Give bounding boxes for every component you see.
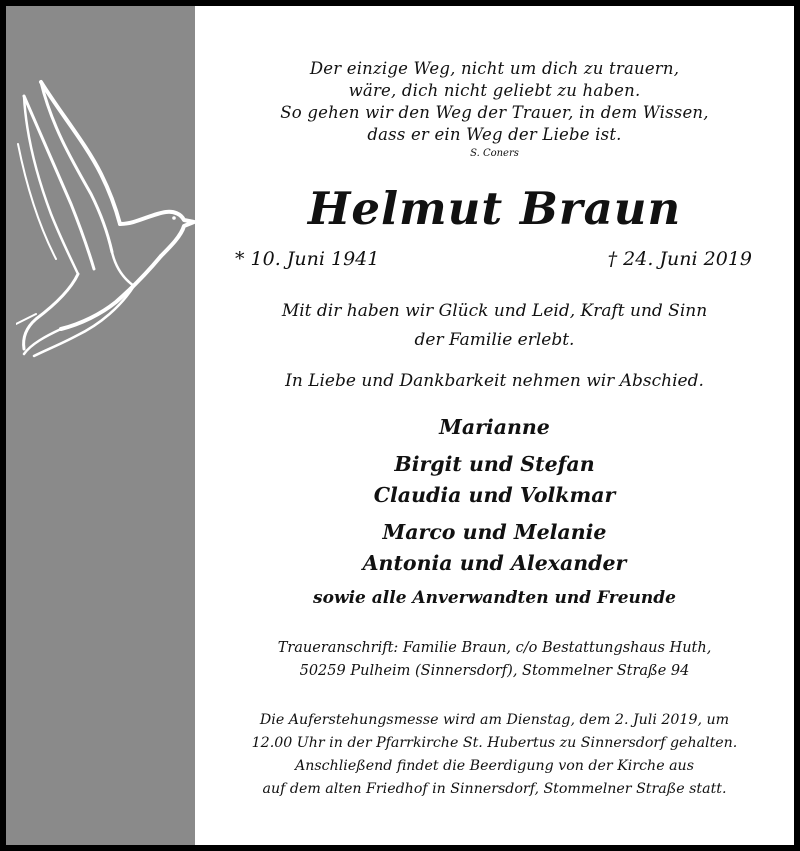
birth-date: * 10. Juni 1941 [235, 248, 380, 270]
service-line: 12.00 Uhr in der Pfarrkirche St. Hubertus zu Sinnersdorf gehalten. [251, 735, 738, 751]
service-line: Anschließend findet die Beerdigung von der Kirche aus [295, 758, 694, 774]
tribute-text [195, 297, 794, 355]
poem-line: Der einzige Weg, nicht um dich zu trauern, [309, 59, 680, 78]
mourner-grandchildren: Antonia und Alexander [362, 551, 627, 575]
poem-author: S. Coners [470, 148, 519, 159]
address-line: 50259 Pulheim (Sinnersdorf), Stommelner Straße 94 [299, 663, 690, 679]
memorial-poem [195, 58, 794, 162]
life-dates [195, 248, 794, 274]
poem-line: wäre, dich nicht geliebt zu haben. [348, 81, 641, 100]
service-line: auf dem alten Friedhof in Sinnersdorf, Stommelner Straße statt. [262, 781, 727, 797]
service-line: Die Auferstehungsmesse wird am Dienstag, dem 2. Juli 2019, um [259, 712, 730, 728]
mourning-address [195, 637, 794, 683]
death-date: † 24. Juni 2019 [607, 248, 752, 270]
mourners-list [195, 412, 794, 579]
mourner-grandchildren: Marco und Melanie [382, 520, 607, 544]
mourner-others: sowie alle Anverwandten und Freunde [313, 588, 676, 608]
mourner-children: Birgit und Stefan [394, 452, 595, 476]
deceased-name: Helmut Braun [307, 182, 682, 235]
notice-content [195, 6, 794, 845]
poem-line: So gehen wir den Weg der Trauer, in dem Wissen, [280, 103, 709, 122]
service-info [195, 709, 794, 801]
tribute-line: der Familie erlebt. [414, 330, 575, 350]
poem-line: dass er ein Weg der Liebe ist. [367, 125, 622, 144]
dove-icon [16, 74, 201, 364]
mourner-children: Claudia und Volkmar [373, 483, 616, 507]
mourner-widow: Marianne [439, 415, 550, 439]
farewell-text: In Liebe und Dankbarkeit nehmen wir Abschied. [285, 371, 704, 391]
address-line: Traueranschrift: Familie Braun, c/o Bestattungshaus Huth, [277, 640, 712, 656]
tribute-line: Mit dir haben wir Glück und Leid, Kraft und Sinn [281, 301, 708, 321]
